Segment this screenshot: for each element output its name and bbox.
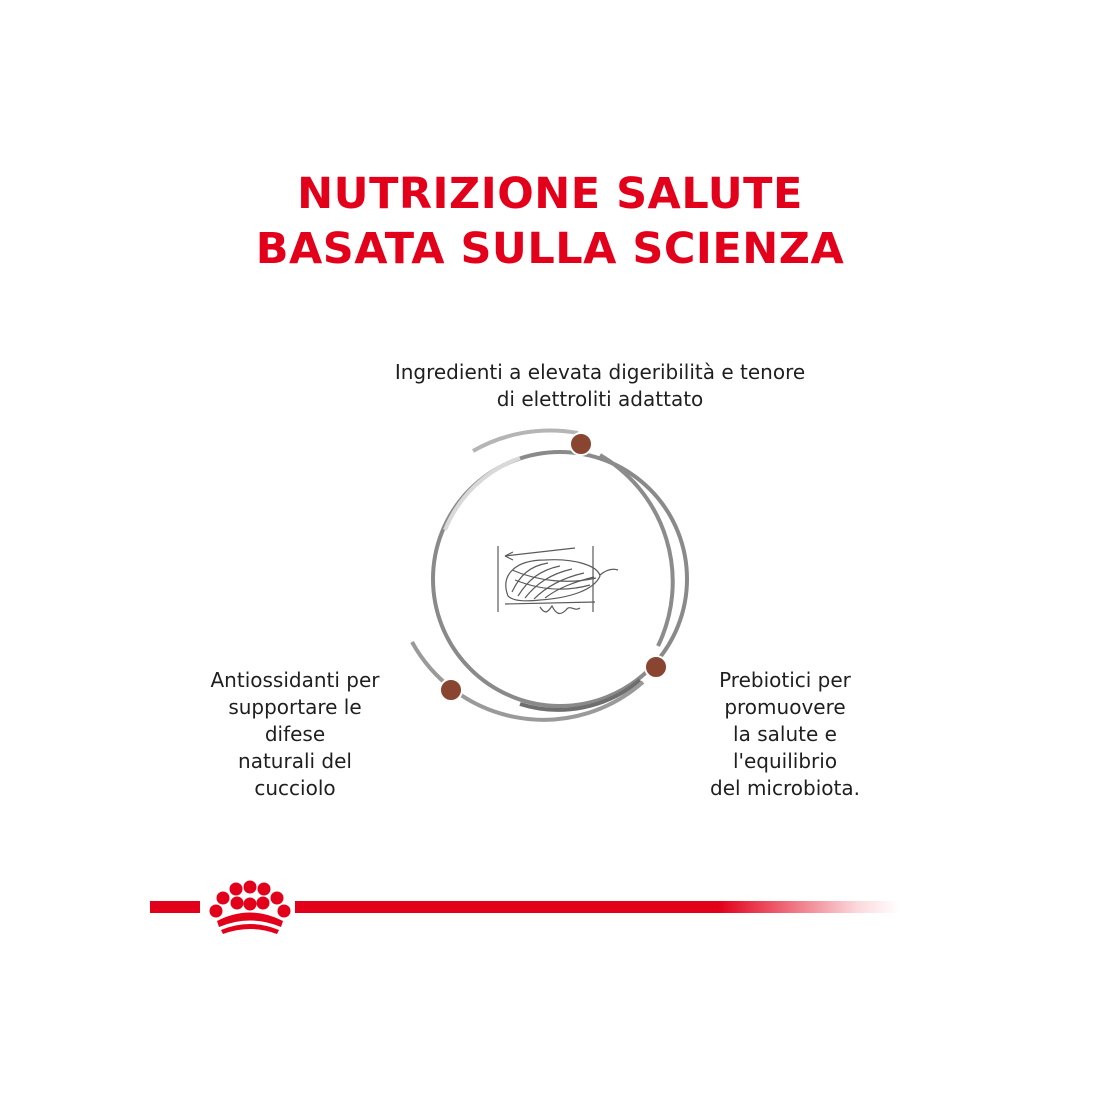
benefits-ring-diagram [400,415,720,735]
benefit-antioxidants-line: cucciolo [254,776,336,800]
benefit-antioxidants-line: naturali del [238,749,352,773]
royal-canin-crown-logo [205,880,291,938]
benefit-digestibility-line: di elettroliti adattato [496,387,704,411]
benefit-prebiotics-line: promuovere [724,695,846,719]
outer-arc-right [600,455,673,646]
benefit-antioxidants-line: difese [264,722,326,746]
benefit-dot-left [440,679,462,701]
headline-line-2: BASATA SULLA SCIENZA [255,224,845,274]
benefit-prebiotics-line: la salute e [733,722,837,746]
benefit-prebiotics-line: l'equilibrio [732,749,838,773]
benefit-dot-right [645,656,667,678]
headline-line-1: NUTRIZIONE SALUTE [297,169,803,219]
benefit-digestibility-line: Ingredienti a elevata digeribilità e tenore [394,360,806,384]
benefit-antioxidants-line: supportare le [228,695,362,719]
inner-ring-highlight [445,458,520,530]
benefit-prebiotics-line: Prebiotici per [719,668,851,692]
benefit-digestibility [330,359,870,413]
brand-line-left [150,901,200,913]
benefit-dot-top [570,433,592,455]
benefit-prebiotics-line: del microbiota. [710,776,860,800]
outer-arc-top [473,430,578,451]
digestive-sketch-icon [498,546,618,613]
benefit-antioxidants-line: Antiossidanti per [210,668,380,692]
brand-footer-bar [0,870,1100,940]
benefit-antioxidants [175,667,415,802]
brand-line-right [295,901,900,913]
